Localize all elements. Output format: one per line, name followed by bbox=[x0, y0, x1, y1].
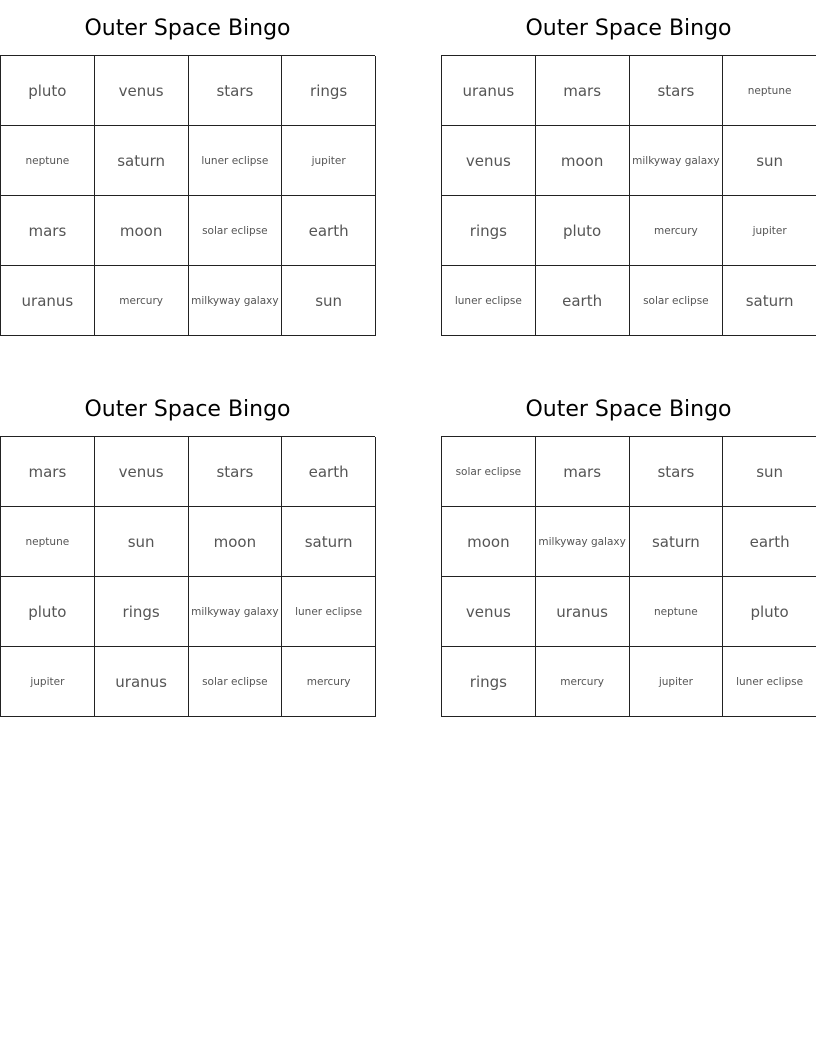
card-title: Outer Space Bingo bbox=[525, 397, 732, 422]
bingo-cell: mars bbox=[1, 437, 95, 507]
bingo-cell: venus bbox=[442, 577, 536, 647]
bingo-cell: mars bbox=[1, 196, 95, 266]
bingo-cell: rings bbox=[95, 577, 189, 647]
bingo-cell: milkyway galaxy bbox=[189, 577, 283, 647]
bingo-cell: earth bbox=[536, 266, 630, 336]
card-title: Outer Space Bingo bbox=[84, 16, 291, 41]
bingo-cell: uranus bbox=[1, 266, 95, 336]
card-title: Outer Space Bingo bbox=[84, 397, 291, 422]
bingo-cell: earth bbox=[723, 507, 816, 577]
bingo-cell: solar eclipse bbox=[630, 266, 724, 336]
bingo-grid bbox=[0, 55, 375, 336]
bingo-cell: venus bbox=[95, 437, 189, 507]
bingo-cell: luner eclipse bbox=[282, 577, 376, 647]
bingo-cell: moon bbox=[536, 126, 630, 196]
bingo-cell: mercury bbox=[536, 647, 630, 717]
bingo-cell: pluto bbox=[723, 577, 816, 647]
bingo-cell: rings bbox=[442, 647, 536, 717]
bingo-cell: venus bbox=[95, 56, 189, 126]
bingo-cell: luner eclipse bbox=[189, 126, 283, 196]
bingo-card-1 bbox=[0, 0, 375, 336]
bingo-cell: uranus bbox=[95, 647, 189, 717]
bingo-cell: neptune bbox=[723, 56, 816, 126]
bingo-cell: luner eclipse bbox=[723, 647, 816, 717]
card-title: Outer Space Bingo bbox=[525, 16, 732, 41]
bingo-cell: earth bbox=[282, 196, 376, 266]
bingo-cell: neptune bbox=[1, 126, 95, 196]
bingo-cell: earth bbox=[282, 437, 376, 507]
bingo-cell: saturn bbox=[282, 507, 376, 577]
bingo-card-4 bbox=[441, 381, 816, 717]
bingo-cell: neptune bbox=[630, 577, 724, 647]
bingo-cell: neptune bbox=[1, 507, 95, 577]
bingo-cell: pluto bbox=[1, 577, 95, 647]
bingo-cell: rings bbox=[282, 56, 376, 126]
bingo-grid bbox=[441, 55, 816, 336]
bingo-cell: milkyway galaxy bbox=[630, 126, 724, 196]
bingo-cell: solar eclipse bbox=[442, 437, 536, 507]
bingo-cell: stars bbox=[630, 56, 724, 126]
bingo-cell: mercury bbox=[630, 196, 724, 266]
bingo-cell: uranus bbox=[442, 56, 536, 126]
bingo-cell: moon bbox=[442, 507, 536, 577]
bingo-cell: jupiter bbox=[630, 647, 724, 717]
bingo-cell: saturn bbox=[630, 507, 724, 577]
bingo-cell: luner eclipse bbox=[442, 266, 536, 336]
bingo-cell: mars bbox=[536, 56, 630, 126]
bingo-cell: sun bbox=[723, 126, 816, 196]
bingo-cell: solar eclipse bbox=[189, 196, 283, 266]
bingo-cell: sun bbox=[282, 266, 376, 336]
bingo-cell: jupiter bbox=[723, 196, 816, 266]
bingo-cell: venus bbox=[442, 126, 536, 196]
bingo-cell: pluto bbox=[1, 56, 95, 126]
bingo-grid bbox=[441, 436, 816, 717]
bingo-cell: solar eclipse bbox=[189, 647, 283, 717]
bingo-cell: mercury bbox=[95, 266, 189, 336]
bingo-cell: pluto bbox=[536, 196, 630, 266]
bingo-cell: sun bbox=[723, 437, 816, 507]
bingo-grid bbox=[0, 436, 375, 717]
bingo-cell: rings bbox=[442, 196, 536, 266]
bingo-cell: moon bbox=[95, 196, 189, 266]
bingo-cell: stars bbox=[189, 437, 283, 507]
bingo-cell: milkyway galaxy bbox=[536, 507, 630, 577]
bingo-card-3 bbox=[0, 381, 375, 717]
bingo-cell: saturn bbox=[723, 266, 816, 336]
bingo-cell: sun bbox=[95, 507, 189, 577]
bingo-cell: milkyway galaxy bbox=[189, 266, 283, 336]
bingo-cell: stars bbox=[630, 437, 724, 507]
bingo-card-2 bbox=[441, 0, 816, 336]
bingo-cell: stars bbox=[189, 56, 283, 126]
bingo-cell: jupiter bbox=[282, 126, 376, 196]
bingo-cell: moon bbox=[189, 507, 283, 577]
bingo-cell: saturn bbox=[95, 126, 189, 196]
bingo-cell: uranus bbox=[536, 577, 630, 647]
bingo-cell: jupiter bbox=[1, 647, 95, 717]
bingo-cell: mercury bbox=[282, 647, 376, 717]
bingo-cell: mars bbox=[536, 437, 630, 507]
